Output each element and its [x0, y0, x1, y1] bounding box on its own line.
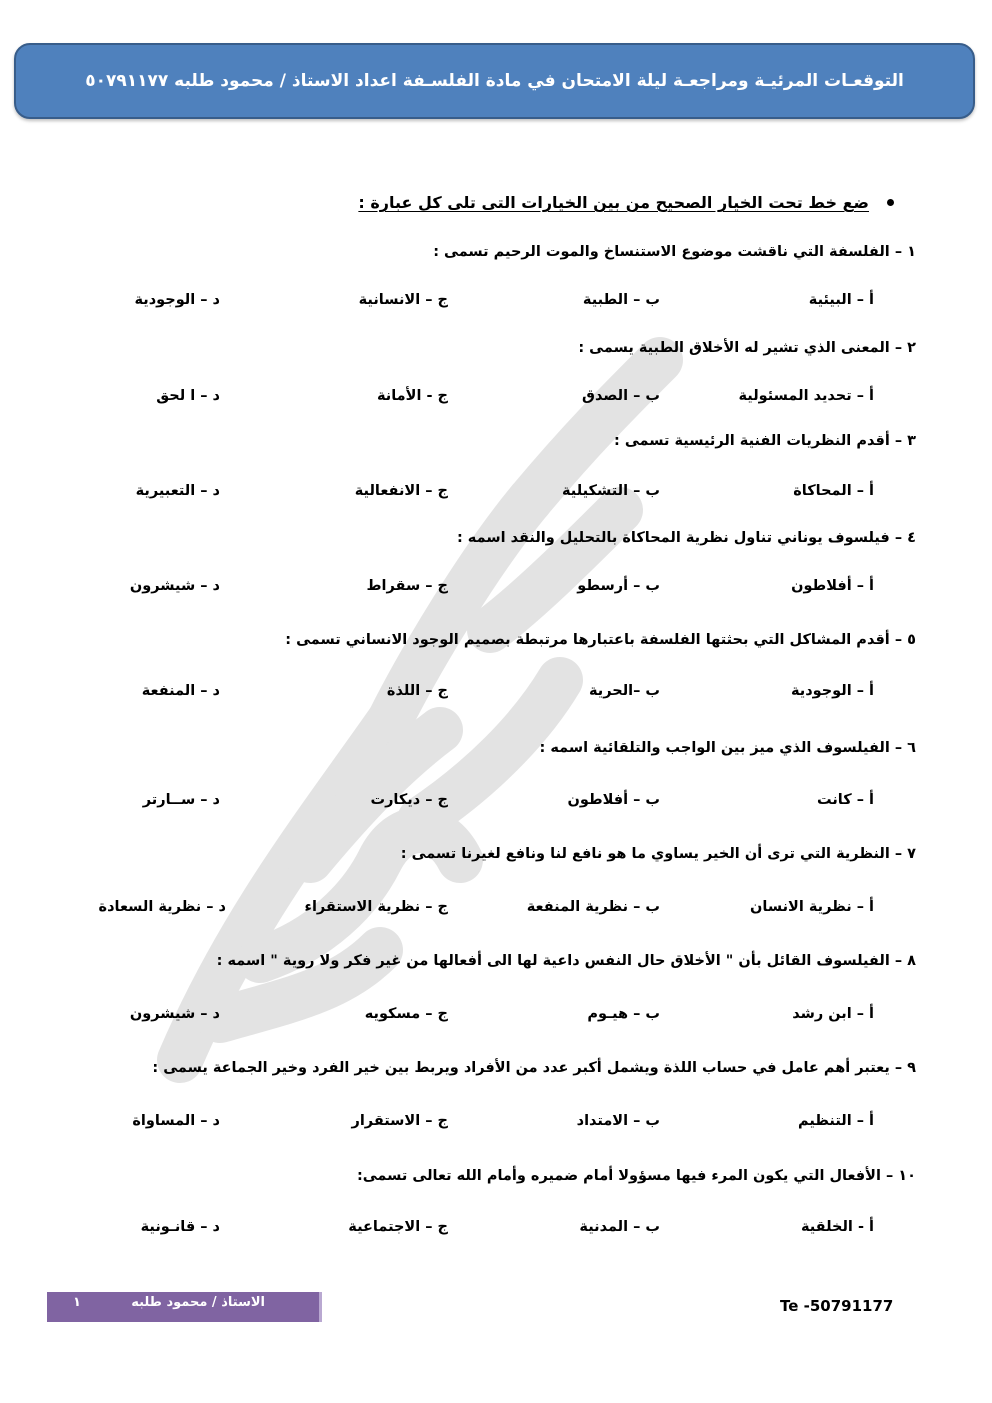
option-a[interactable]: أ - الخلقية: [800, 1219, 874, 1235]
option-a[interactable]: أ – نظرية الانسان: [750, 899, 874, 915]
options-1: [0, 292, 916, 314]
option-a[interactable]: أ – الوجودية: [790, 683, 874, 699]
option-b[interactable]: ب – الصدق: [582, 388, 660, 404]
question-1: [60, 244, 916, 260]
option-d[interactable]: د – الوجودية: [134, 292, 220, 308]
question-2: [60, 340, 916, 356]
question-text: ١٠ – الأفعال التي يكون المرء فيها مسؤولا أمام ضميره وأمام الله تعالى تسمى:: [356, 1168, 916, 1184]
question-text: ٥ – أقدم المشاكل التي بحثتها الفلسفة باعتبارها مرتبطة بصميم الوجود الانساني تسمى :: [285, 632, 916, 648]
option-d[interactable]: د – شيشرون: [129, 1006, 220, 1022]
option-a[interactable]: أ – المحاكاة: [793, 483, 874, 499]
option-b[interactable]: ب – الطبية: [582, 292, 660, 308]
option-c[interactable]: ج – الانفعالية: [354, 483, 448, 499]
option-d[interactable]: د – شيشرون: [129, 578, 220, 594]
options-2: [0, 388, 916, 410]
question-text: ٧ – النظرية التي ترى أن الخير يساوي ما هو نافع لنا ونافع لغيرنا تسمى :: [400, 846, 916, 862]
question-text: ٦ – الفيلسوف الذي ميز بين الواجب والتلقائية اسمه :: [539, 740, 916, 756]
page-title: التوقعـات المرئيـة ومراجعـة ليلة الامتحان في مادة الفلسـفة اعداد الاستاذ / محمود طلبه ٥٠٧٩١١٧٧: [85, 71, 904, 91]
option-c[interactable]: ج – الاستقرار: [351, 1113, 448, 1129]
options-5: [0, 683, 916, 705]
question-6: [60, 740, 916, 756]
option-c[interactable]: ج - الأمانة: [377, 388, 448, 404]
bullet-icon: [887, 199, 894, 206]
question-text: ٤ – فيلسوف يوناني تناول نظرية المحاكاة بالتحليل والنقد اسمه :: [456, 530, 916, 546]
title-banner: [14, 43, 975, 119]
options-10: [0, 1219, 916, 1241]
option-c[interactable]: ج – اللذة: [386, 683, 448, 699]
option-b[interactable]: ب – الامتداد: [576, 1113, 660, 1129]
options-6: [0, 792, 916, 814]
question-text: ٨ – الفيلسوف القائل بأن " الأخلاق حال النفس داعية لها الى أفعالها من غير فكر ولا روية " اسمه :: [216, 953, 916, 969]
options-3: [0, 483, 916, 505]
option-b[interactable]: ب – أفلاطون: [567, 792, 660, 808]
option-c[interactable]: ج – سقراط: [366, 578, 448, 594]
options-9: [0, 1113, 916, 1135]
question-text: ٩ – يعتبر أهم عامل في حساب اللذة ويشمل أكبر عدد من الأفراد ويربط بين خير الفرد وخير الجماعة يسمى :: [152, 1060, 916, 1076]
option-b[interactable]: ب –الحرية: [589, 683, 660, 699]
footer-author: الاستاذ / محمود طلبه: [131, 1295, 265, 1310]
question-10: [60, 1168, 916, 1184]
option-d[interactable]: د – ســارتر: [142, 792, 220, 808]
option-c[interactable]: ج – نظرية الاستقراء: [304, 899, 448, 915]
option-a[interactable]: أ – تحديد المسئولية: [738, 388, 874, 404]
option-a[interactable]: أ – كانت: [817, 792, 874, 808]
option-a[interactable]: أ – البيئية: [808, 292, 874, 308]
option-b[interactable]: ب – أرسطو: [577, 578, 660, 594]
option-c[interactable]: ج – مسكويه: [364, 1006, 448, 1022]
option-d[interactable]: د – المساواة: [132, 1113, 220, 1129]
option-d[interactable]: د – نظرية السعادة: [98, 899, 226, 915]
question-3: [60, 433, 916, 449]
question-9: [60, 1060, 916, 1076]
options-7: [0, 899, 916, 921]
option-c[interactable]: ج – ديكارت: [370, 792, 448, 808]
footer-phone: Te -50791177: [780, 1297, 894, 1315]
option-b[interactable]: ب – التشكيلية: [562, 483, 660, 499]
instruction: [358, 193, 894, 212]
option-d[interactable]: د – ا لحق: [156, 388, 220, 404]
option-d[interactable]: د – قانـونية: [140, 1219, 220, 1235]
question-5: [60, 632, 916, 648]
question-8: [60, 953, 916, 969]
option-c[interactable]: ج – الانسانية: [358, 292, 448, 308]
option-b[interactable]: ب – هيـوم: [587, 1006, 660, 1022]
question-text: ١ – الفلسفة التي ناقشت موضوع الاستنساخ والموت الرحيم تسمى :: [433, 244, 916, 260]
option-a[interactable]: أ – التنظيم: [798, 1113, 874, 1129]
option-b[interactable]: ب – المدنية: [579, 1219, 660, 1235]
option-d[interactable]: د – التعبيرية: [135, 483, 220, 499]
question-text: ٢ – المعنى الذي تشير له الأخلاق الطبية يسمى :: [578, 340, 916, 356]
option-a[interactable]: أ – أفلاطون: [791, 578, 874, 594]
option-d[interactable]: د – المنفعة: [141, 683, 220, 699]
question-4: [60, 530, 916, 546]
question-7: [60, 846, 916, 862]
option-b[interactable]: ب – نظرية المنفعة: [526, 899, 660, 915]
question-text: ٣ – أقدم النظريات الفنية الرئيسية تسمى :: [614, 433, 916, 449]
page-number: ١: [73, 1295, 81, 1310]
options-4: [0, 578, 916, 600]
option-a[interactable]: أ – ابن رشد: [792, 1006, 874, 1022]
option-c[interactable]: ج – الاجتماعية: [348, 1219, 448, 1235]
footer-author-box: [47, 1292, 322, 1322]
options-8: [0, 1006, 916, 1028]
instruction-text: ضع خط تحت الخيار الصحيح من بين الخيارات التى تلى كل عبارة :: [358, 193, 869, 212]
